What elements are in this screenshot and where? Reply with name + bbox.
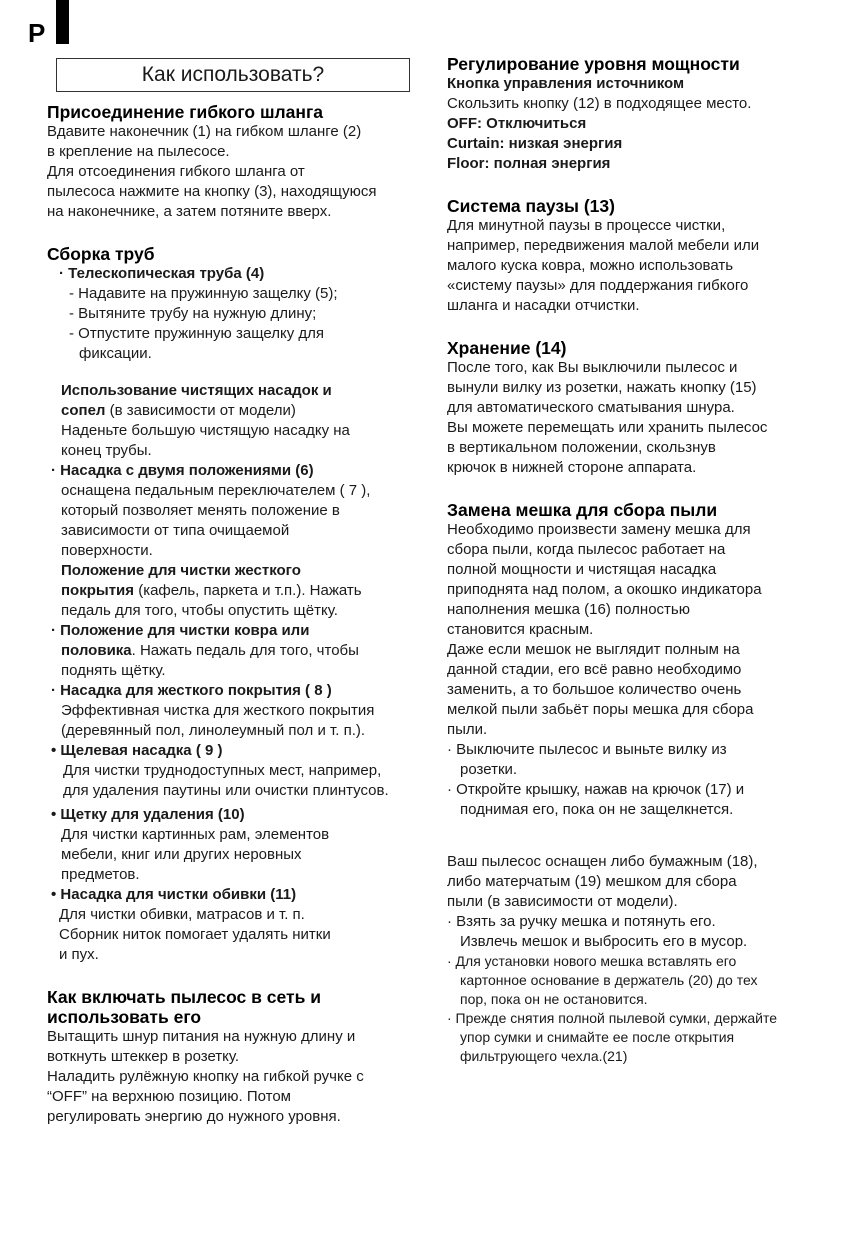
bag-line: мелкой пыли забьёт поры мешка для сбора (447, 701, 754, 718)
brush-line: предметов. (61, 866, 140, 883)
power-line: Вытащить шнур питания на нужную длину и (47, 1028, 356, 1045)
page-marker-bar (56, 0, 69, 44)
hose-line: в крепление на пылесосе. (47, 143, 230, 160)
bag-line: Даже если мешок не выглядит полным на (447, 641, 740, 658)
carpet-pos-title: · Положение для чистки ковра или (51, 622, 310, 639)
bag-line: Необходимо произвести замену мешка для (447, 521, 751, 538)
page-marker: P (28, 18, 46, 48)
nozzles-heading: Использование чистящих насадок и (61, 382, 332, 399)
mode-floor: Floor: полная энергия (447, 155, 611, 172)
storage-line: крючок в нижней стороне аппарата. (447, 459, 697, 476)
storage-line: После того, как Вы выключили пылесос и (447, 359, 738, 376)
tubes-line: - Отпустите пружинную защелку для (69, 325, 324, 342)
power-level-line: Скользить кнопку (12) в подходящее место. (447, 95, 752, 112)
power-heading: Как включать пылесос в сеть и (47, 987, 321, 1007)
two-pos-line: зависимости от типа очищаемой (61, 522, 290, 539)
pause-line: малого куска ковра, можно использовать (447, 257, 734, 274)
pause-heading: Система паузы (13) (447, 196, 615, 216)
hard-pos-bold: покрытия (61, 582, 135, 599)
right-column (447, 54, 837, 1066)
bag-line: становится красным. (447, 621, 594, 638)
power-line: регулировать энергию до нужного уровня. (47, 1108, 341, 1125)
bag-bullet: · Выключите пылесос и выньте вилку из (447, 741, 727, 758)
hard-pos-line (61, 581, 432, 601)
bag-small-line: фильтрующего чехла.(21) (460, 1048, 628, 1064)
bag-type-line: либо матерчатым (19) мешком для сбора (447, 873, 737, 890)
upholstery-line: Сборник ниток помогает удалять нитки (59, 926, 331, 943)
bag-small-line: пор, пока он не остановится. (460, 991, 648, 1007)
power-line: воткнуть штеккер в розетку. (47, 1048, 240, 1065)
nozzles-line: Наденьте большую чистящую насадку на (61, 422, 350, 439)
bag-type-line: Извлечь мешок и выбросить его в мусор. (460, 933, 748, 950)
pause-line: Для минутной паузы в процессе чистки, (447, 217, 726, 234)
bag-type-line: · Взять за ручку мешка и потянуть его. (447, 913, 716, 930)
brush-title: • Щетку для удаления (10) (51, 806, 245, 823)
bag-line: заменить, а то большое количество очень (447, 681, 742, 698)
pause-line: шланга и насадки отчистки. (447, 297, 640, 314)
pause-line: например, передвижения малой мебели или (447, 237, 760, 254)
bag-line: данной стадии, его всё равно необходимо (447, 661, 742, 678)
hard-pos-line-2: педаль для того, чтобы опустить щётку. (61, 602, 338, 619)
hose-line: Для отсоединения гибкого шланга от (47, 163, 305, 180)
hose-line: Вдавите наконечник (1) на гибком шланге (2) (47, 123, 362, 140)
nozzles-heading-2 (61, 401, 432, 421)
nozzles-line: конец трубы. (61, 442, 152, 459)
bag-type-line: Ваш пылесос оснащен либо бумажным (18), (447, 853, 758, 870)
bag-small-line: упор сумки и снимайте ее после открытия (460, 1029, 735, 1045)
bag-line: сбора пыли, когда пылесос работает на (447, 541, 726, 558)
hard-pos-rest: (кафель, паркета и т.п.). Нажать (134, 582, 362, 599)
bag-line: приподнята над полом, а окошко индикатора (447, 581, 762, 598)
mode-off: OFF: Отключиться (447, 115, 587, 132)
bag-heading: Замена мешка для сбора пыли (447, 500, 718, 520)
storage-line: вынули вилку из розетки, нажать кнопку (15) (447, 379, 757, 396)
upholstery-title: • Насадка для чистки обивки (11) (51, 886, 297, 903)
power-level-heading: Регулирование уровня мощности (447, 54, 740, 74)
two-pos-line: оснащена педальным переключателем ( 7 ), (61, 482, 371, 499)
storage-line: для автоматического сматывания шнура. (447, 399, 735, 416)
hose-heading: Присоединение гибкого шланга (47, 102, 323, 122)
storage-heading: Хранение (14) (447, 338, 567, 358)
tubes-line: - Надавите на пружинную защелку (5); (69, 285, 338, 302)
hard-floor-title: · Насадка для жесткого покрытия ( 8 ) (51, 682, 332, 699)
storage-line: Вы можете перемещать или хранить пылесос (447, 419, 768, 436)
hose-line: пылесоса нажмите на кнопку (3), находящуюся (47, 183, 377, 200)
bag-small-line: · Прежде снятия полной пылевой сумки, держайте (447, 1010, 778, 1026)
two-pos-line: который позволяет менять положение в (61, 502, 340, 519)
carpet-pos-rest: . Нажать педаль для того, чтобы (131, 642, 359, 659)
bag-bullet-cont: поднимая его, пока он не защелкнется. (460, 801, 734, 818)
left-column (47, 54, 432, 1127)
two-pos-line: поверхности. (61, 542, 153, 559)
upholstery-line: и пух. (59, 946, 99, 963)
power-line: Наладить рулёжную кнопку на гибкой ручке с (47, 1068, 364, 1085)
tubes-bullet: · Телескопическая труба (4) (59, 265, 265, 282)
nozzles-heading-rest: (в зависимости от модели) (105, 402, 296, 419)
power-heading-2: использовать его (47, 1007, 202, 1027)
bag-small-line: картонное основание в держатель (20) до тех (460, 972, 758, 988)
tubes-line: - Вытяните трубу на нужную длину; (69, 305, 317, 322)
mode-curtain: Curtain: низкая энергия (447, 135, 623, 152)
bag-bullet-cont: розетки. (460, 761, 518, 778)
brush-line: Для чистки картинных рам, элементов (61, 826, 330, 843)
bag-line: наполнения мешка (16) полностью (447, 601, 690, 618)
brush-line: мебели, книг или других неровных (61, 846, 302, 863)
bag-line: полной мощности и чистящая насадка (447, 561, 717, 578)
storage-line: в вертикальном положении, скользнув (447, 439, 716, 456)
power-level-sub: Кнопка управления источником (447, 75, 685, 92)
bag-line: пыли. (447, 721, 488, 738)
tubes-line: фиксации. (79, 345, 152, 362)
two-pos-title: · Насадка с двумя положениями (6) (51, 462, 314, 479)
pause-line: «систему паузы» для поддержания гибкого (447, 277, 749, 294)
bag-small-line: · Для установки нового мешка вставлять его (447, 953, 737, 969)
hose-line: на наконечнике, а затем потяните вверх. (47, 203, 332, 220)
power-line: “OFF” на верхнюю позицию. Потом (47, 1088, 291, 1105)
upholstery-line: Для чистки обивки, матрасов и т. п. (59, 906, 305, 923)
box-title: Как использовать? (56, 58, 410, 92)
hard-floor-line: (деревянный пол, линолеумный пол и т. п.). (61, 722, 366, 739)
carpet-pos-line-2: поднять щётку. (61, 662, 166, 679)
carpet-pos-line (61, 641, 432, 661)
bag-bullet: · Откройте крышку, нажав на крючок (17) и (447, 781, 745, 798)
bag-type-line: пыли (в зависимости от модели). (447, 893, 678, 910)
crevice-line: Для чистки труднодоступных мест, например, (63, 762, 382, 779)
hard-floor-line: Эффективная чистка для жесткого покрытия (61, 702, 375, 719)
crevice-title: • Щелевая насадка ( 9 ) (51, 742, 223, 759)
nozzles-heading-bold: сопел (61, 402, 106, 419)
carpet-pos-bold: половика (61, 642, 132, 659)
hard-pos-title: Положение для чистки жесткого (61, 562, 301, 579)
tubes-heading: Сборка труб (47, 244, 155, 264)
crevice-line: для удаления паутины или очистки плинтусов. (63, 782, 389, 799)
